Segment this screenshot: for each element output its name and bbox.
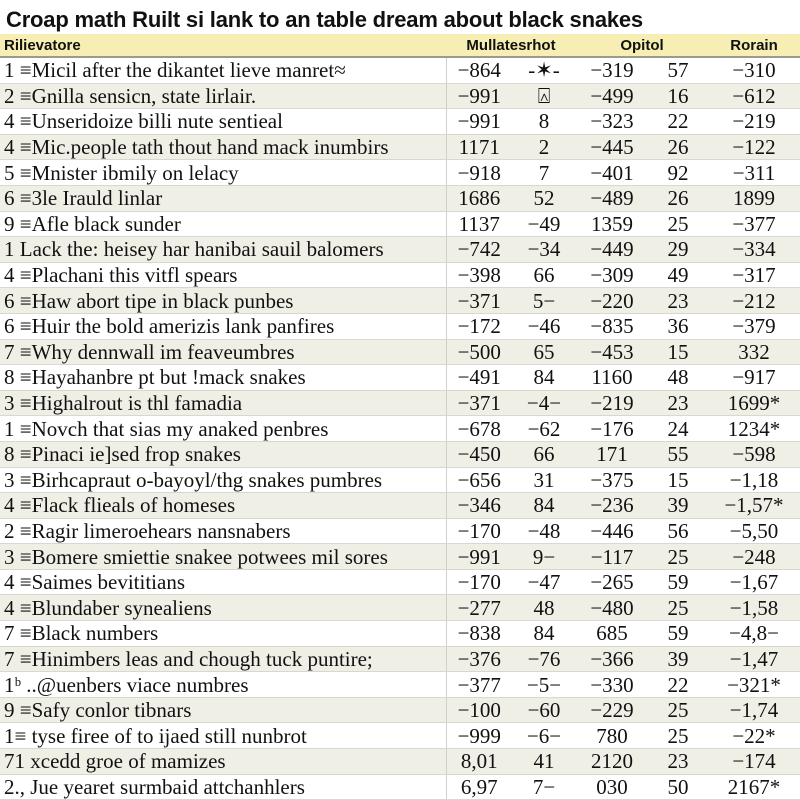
cell-value-b: 171 — [576, 441, 648, 467]
row-description: 5 ≡Mnister ibmily on lelacy — [0, 160, 446, 186]
table-row — [0, 749, 800, 775]
cell-value-c: −311 — [708, 160, 800, 186]
cell-value-a2: 2 — [512, 134, 576, 160]
cell-value-a2: 9− — [512, 544, 576, 570]
row-description: 1≡ tyse firee of to ijaed still nunbrot — [0, 723, 446, 749]
row-description: 2 ≡Gnilla sensicn, state lirlair. — [0, 83, 446, 109]
cell-value-a2: -✶- — [512, 57, 576, 83]
cell-value-a: −742 — [446, 237, 512, 263]
cell-value-c: −248 — [708, 544, 800, 570]
cell-value-c: −1,18 — [708, 467, 800, 493]
cell-value-a2: −34 — [512, 237, 576, 263]
cell-value-b2: 56 — [648, 518, 708, 544]
cell-value-b: −220 — [576, 288, 648, 314]
cell-value-a2: −60 — [512, 697, 576, 723]
cell-value-b2: 26 — [648, 134, 708, 160]
cell-value-a: −991 — [446, 83, 512, 109]
cell-value-a: −838 — [446, 621, 512, 647]
data-table — [0, 34, 800, 800]
cell-value-a: −371 — [446, 288, 512, 314]
cell-value-b: −449 — [576, 237, 648, 263]
cell-value-a2: 84 — [512, 621, 576, 647]
cell-value-c: −1,47 — [708, 646, 800, 672]
cell-value-c: −317 — [708, 262, 800, 288]
table-row — [0, 185, 800, 211]
cell-value-b: −309 — [576, 262, 648, 288]
table-row — [0, 339, 800, 365]
cell-value-a2: −62 — [512, 416, 576, 442]
table-row — [0, 774, 800, 800]
cell-value-b2: 23 — [648, 390, 708, 416]
cell-value-b: −453 — [576, 339, 648, 365]
table-row — [0, 621, 800, 647]
table-row — [0, 569, 800, 595]
cell-value-a2: 7− — [512, 774, 576, 800]
cell-value-b: 685 — [576, 621, 648, 647]
table-row — [0, 390, 800, 416]
cell-value-b: −219 — [576, 390, 648, 416]
cell-value-b: −445 — [576, 134, 648, 160]
cell-value-a2: 66 — [512, 262, 576, 288]
cell-value-b: −480 — [576, 595, 648, 621]
table-row — [0, 441, 800, 467]
cell-value-c: −122 — [708, 134, 800, 160]
cell-value-a: −170 — [446, 518, 512, 544]
cell-value-b2: 23 — [648, 749, 708, 775]
cell-value-b: −835 — [576, 313, 648, 339]
row-description: 9 ≡Safy conlor tibnars — [0, 697, 446, 723]
cell-value-b: −446 — [576, 518, 648, 544]
cell-value-a2: 41 — [512, 749, 576, 775]
row-description: 1 Lack the: heisey har hanibai sauil balomers — [0, 237, 446, 263]
cell-value-c: −22* — [708, 723, 800, 749]
row-description: 4 ≡Unseridoize billi nute sentieal — [0, 109, 446, 135]
table-row — [0, 365, 800, 391]
cell-value-c: 1234* — [708, 416, 800, 442]
cell-value-b2: 22 — [648, 109, 708, 135]
cell-value-c: −598 — [708, 441, 800, 467]
cell-value-b: −319 — [576, 57, 648, 83]
cell-value-b2: 25 — [648, 211, 708, 237]
cell-value-b2: 59 — [648, 569, 708, 595]
cell-value-a: −491 — [446, 365, 512, 391]
cell-value-b2: 25 — [648, 595, 708, 621]
cell-value-a2: −47 — [512, 569, 576, 595]
table-row — [0, 134, 800, 160]
cell-value-b2: 24 — [648, 416, 708, 442]
cell-value-a: 6,97 — [446, 774, 512, 800]
row-description: 2 ≡Ragir limeroehears nansnabers — [0, 518, 446, 544]
row-description: 8 ≡Hayahanbre pt but !mack snakes — [0, 365, 446, 391]
table-row — [0, 723, 800, 749]
cell-value-a: −678 — [446, 416, 512, 442]
row-description: 7 ≡Why dennwall im feaveumbres — [0, 339, 446, 365]
cell-value-a2: 8 — [512, 109, 576, 135]
table-row — [0, 109, 800, 135]
cell-value-a: −450 — [446, 441, 512, 467]
row-description: 1 ≡Micil after the dikantet lieve manret≈ — [0, 57, 446, 83]
table-row — [0, 160, 800, 186]
cell-value-b: 1160 — [576, 365, 648, 391]
cell-value-c: −1,57* — [708, 493, 800, 519]
cell-value-a2: 5− — [512, 288, 576, 314]
cell-value-b2: 36 — [648, 313, 708, 339]
cell-value-a2: 31 — [512, 467, 576, 493]
cell-value-a2: −4− — [512, 390, 576, 416]
table-row — [0, 493, 800, 519]
row-description: 3 ≡Birhcapraut o-bayoyl/thg snakes pumbres — [0, 467, 446, 493]
cell-value-b2: 39 — [648, 493, 708, 519]
cell-value-b: 030 — [576, 774, 648, 800]
cell-value-a: −398 — [446, 262, 512, 288]
cell-value-a2: −48 — [512, 518, 576, 544]
cell-value-a: 1686 — [446, 185, 512, 211]
table-row — [0, 83, 800, 109]
cell-value-c: −377 — [708, 211, 800, 237]
cell-value-b: −323 — [576, 109, 648, 135]
row-description: 4 ≡Flack flieals of homeses — [0, 493, 446, 519]
cell-value-c: −1,58 — [708, 595, 800, 621]
cell-value-a2: 7 — [512, 160, 576, 186]
cell-value-b2: 25 — [648, 697, 708, 723]
cell-value-c: −5,50 — [708, 518, 800, 544]
cell-value-a: −376 — [446, 646, 512, 672]
cell-value-a: −864 — [446, 57, 512, 83]
cell-value-c: 2167* — [708, 774, 800, 800]
cell-value-a: 1171 — [446, 134, 512, 160]
cell-value-a2: ⍓ — [512, 83, 576, 109]
cell-value-a2: −6− — [512, 723, 576, 749]
cell-value-c: −1,74 — [708, 697, 800, 723]
cell-value-b: −366 — [576, 646, 648, 672]
cell-value-b2: 49 — [648, 262, 708, 288]
cell-value-b: −375 — [576, 467, 648, 493]
cell-value-a: −656 — [446, 467, 512, 493]
cell-value-b2: 59 — [648, 621, 708, 647]
cell-value-b2: 55 — [648, 441, 708, 467]
cell-value-a: −991 — [446, 109, 512, 135]
cell-value-a2: −46 — [512, 313, 576, 339]
table-row — [0, 518, 800, 544]
cell-value-b2: 26 — [648, 185, 708, 211]
cell-value-b: 1359 — [576, 211, 648, 237]
cell-value-c: 1699* — [708, 390, 800, 416]
cell-value-b2: 39 — [648, 646, 708, 672]
cell-value-b2: 29 — [648, 237, 708, 263]
cell-value-b: 2120 — [576, 749, 648, 775]
cell-value-b2: 48 — [648, 365, 708, 391]
row-description: 6 ≡Huir the bold amerizis lank panfires — [0, 313, 446, 339]
cell-value-c: −1,67 — [708, 569, 800, 595]
table-row — [0, 416, 800, 442]
column-header-value-b: Opitol — [576, 34, 708, 57]
cell-value-a: 1137 — [446, 211, 512, 237]
row-description: 9 ≡Afle black sunder — [0, 211, 446, 237]
cell-value-b: −265 — [576, 569, 648, 595]
cell-value-c: −612 — [708, 83, 800, 109]
table-row — [0, 288, 800, 314]
cell-value-b2: 92 — [648, 160, 708, 186]
cell-value-a: −170 — [446, 569, 512, 595]
table-row — [0, 57, 800, 83]
cell-value-a2: 65 — [512, 339, 576, 365]
table-row — [0, 672, 800, 698]
cell-value-a2: 66 — [512, 441, 576, 467]
cell-value-c: −212 — [708, 288, 800, 314]
cell-value-a2: −76 — [512, 646, 576, 672]
cell-value-a2: −5− — [512, 672, 576, 698]
cell-value-a2: 52 — [512, 185, 576, 211]
cell-value-b2: 22 — [648, 672, 708, 698]
row-description: 71 xcedd groe of mamizes — [0, 749, 446, 775]
row-description: 4 ≡Mic.people tath thout hand mack inumbirs — [0, 134, 446, 160]
row-description: 6 ≡Haw abort tipe in black punbes — [0, 288, 446, 314]
cell-value-a2: 84 — [512, 365, 576, 391]
cell-value-a: −346 — [446, 493, 512, 519]
row-description: 1ᵇ ..@uenbers viace numbres — [0, 672, 446, 698]
cell-value-a: −172 — [446, 313, 512, 339]
cell-value-a: −371 — [446, 390, 512, 416]
cell-value-b2: 25 — [648, 723, 708, 749]
table-row — [0, 313, 800, 339]
cell-value-c: 1899 — [708, 185, 800, 211]
cell-value-a2: 84 — [512, 493, 576, 519]
cell-value-b: −117 — [576, 544, 648, 570]
header-row — [0, 34, 800, 57]
table-title: Croap math Ruilt si lank to an table dream about black snakes — [6, 7, 643, 32]
row-description: 4 ≡Saimes bevititians — [0, 569, 446, 595]
cell-value-b: −401 — [576, 160, 648, 186]
column-header-value-a: Mullatesrhot — [446, 34, 576, 57]
cell-value-a2: −49 — [512, 211, 576, 237]
table-row — [0, 595, 800, 621]
cell-value-b2: 15 — [648, 339, 708, 365]
cell-value-a2: 48 — [512, 595, 576, 621]
row-description: 2., Jue yearet surmbaid attchanhlers — [0, 774, 446, 800]
table-row — [0, 211, 800, 237]
cell-value-c: 332 — [708, 339, 800, 365]
cell-value-b2: 50 — [648, 774, 708, 800]
cell-value-b2: 57 — [648, 57, 708, 83]
column-header-description: Rilievatore — [0, 34, 446, 57]
cell-value-a: −991 — [446, 544, 512, 570]
cell-value-b2: 23 — [648, 288, 708, 314]
row-description: 3 ≡Highalrout is thl famadia — [0, 390, 446, 416]
cell-value-a: −999 — [446, 723, 512, 749]
cell-value-b2: 25 — [648, 544, 708, 570]
row-description: 3 ≡Bomere smiettie snakee potwees mil sores — [0, 544, 446, 570]
cell-value-b: −489 — [576, 185, 648, 211]
table-row — [0, 646, 800, 672]
row-description: 4 ≡Blundaber synealiens — [0, 595, 446, 621]
table-row — [0, 544, 800, 570]
cell-value-c: −321* — [708, 672, 800, 698]
table-row — [0, 467, 800, 493]
cell-value-a: −277 — [446, 595, 512, 621]
cell-value-b2: 15 — [648, 467, 708, 493]
cell-value-c: −174 — [708, 749, 800, 775]
cell-value-c: −219 — [708, 109, 800, 135]
cell-value-b: −236 — [576, 493, 648, 519]
row-description: 6 ≡3le Irauld linlar — [0, 185, 446, 211]
table-row — [0, 697, 800, 723]
cell-value-a: −918 — [446, 160, 512, 186]
cell-value-a: 8,01 — [446, 749, 512, 775]
row-description: 7 ≡Black numbers — [0, 621, 446, 647]
cell-value-a: −377 — [446, 672, 512, 698]
cell-value-c: −379 — [708, 313, 800, 339]
cell-value-b: 780 — [576, 723, 648, 749]
column-header-value-c: Rorain — [708, 34, 800, 57]
table-row — [0, 262, 800, 288]
row-description: 8 ≡Pinaci ie]sed frop snakes — [0, 441, 446, 467]
cell-value-b: −176 — [576, 416, 648, 442]
cell-value-a: −500 — [446, 339, 512, 365]
cell-value-b: −499 — [576, 83, 648, 109]
cell-value-c: −334 — [708, 237, 800, 263]
table-row — [0, 237, 800, 263]
cell-value-a: −100 — [446, 697, 512, 723]
cell-value-c: −4,8− — [708, 621, 800, 647]
cell-value-b: −229 — [576, 697, 648, 723]
row-description: 4 ≡Plachani this vitfl spears — [0, 262, 446, 288]
cell-value-c: −310 — [708, 57, 800, 83]
table-body — [0, 57, 800, 800]
cell-value-b2: 16 — [648, 83, 708, 109]
row-description: 1 ≡Novch that sias my anaked penbres — [0, 416, 446, 442]
row-description: 7 ≡Hinimbers leas and chough tuck puntire; — [0, 646, 446, 672]
cell-value-b: −330 — [576, 672, 648, 698]
cell-value-c: −917 — [708, 365, 800, 391]
